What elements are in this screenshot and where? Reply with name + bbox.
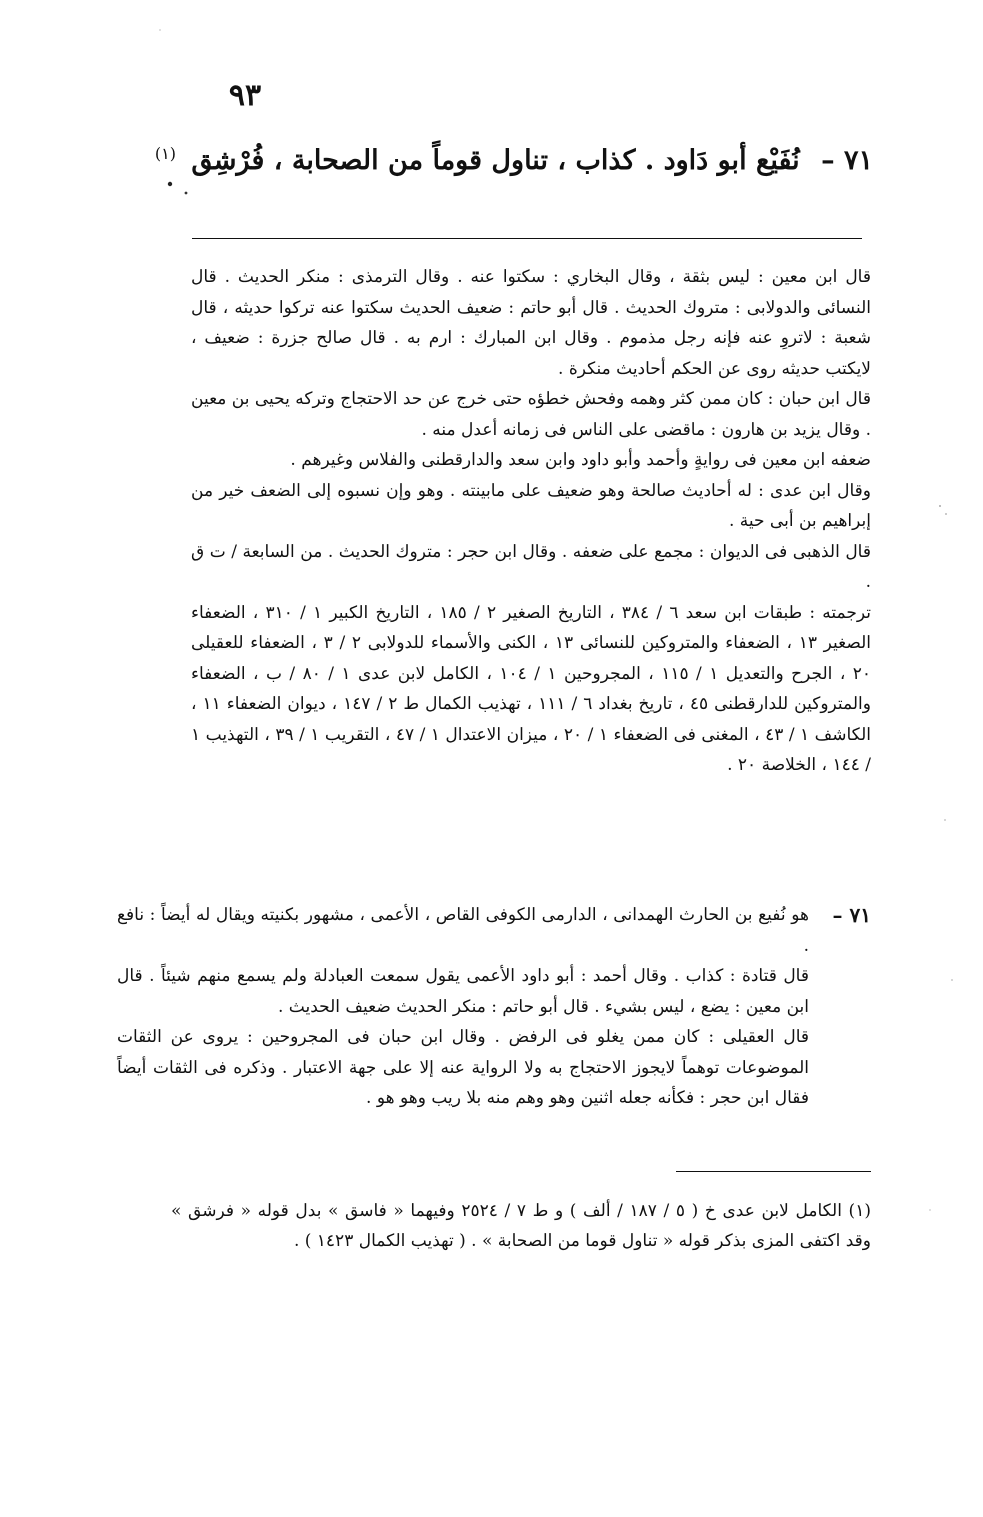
heading-footnote-marker: (١) [154, 144, 176, 163]
heading-entry-number: ٧١ – [821, 145, 873, 176]
commentary-paragraph: وقال ابن عدى : له أحاديث صالحة وهو ضعيف على مابينته . وهو وإن نسبوه إلى الضعف خير من إبراهيم بن أبى حية . [191, 480, 871, 531]
entry-paragraph: هو نُفيع بن الحارث الهمدانى ، الدارمى الكوفى القاص ، الأعمى ، مشهور بكنيته ويقال له أيضاً : نافع . [117, 905, 809, 956]
entry-heading [154, 134, 873, 181]
heading-text: نُفَيْع أبو دَاود . كذاب ، تناول قوماً من الصحابة ، فُرْشِق [191, 145, 800, 176]
entry-number: ٧١ – [832, 903, 871, 927]
commentary-paragraph: قال ابن حبان : كان ممن كثر وهمه وفحش خطؤه حتى خرج عن حد الاحتجاج وتركه يحيى بن معين . وقال يزيد بن هارون : ماقضى على الناس فى زمانه أعدل منه . [191, 389, 871, 440]
commentary-paragraph: قال الذهبى فى الديوان : مجمع على ضعفه . وقال ابن حجر : متروك الحديث . من السابعة / ت ق . [191, 541, 871, 592]
header-divider [192, 238, 862, 239]
commentary-block [191, 262, 871, 781]
footnote-divider [676, 1171, 871, 1172]
commentary-paragraph: قال ابن معين : ليس بثقة ، وقال البخاري : سكتوا عنه . وقال الترمذى : منكر الحديث . قال النسائى والدولابى : متروك الحديث . قال أبو حاتم : ضعيف الحديث سكتوا عنه تركوا حديثه ، قال شعبة : لاتروِ عنه فإنه رجل مذموم . وقال ابن المبارك : ارم به . قال صالح جزرة : ضعيف ، لايكتب حديثه روى عن الحكم أحاديث منكرة . [191, 267, 871, 379]
commentary-paragraph: ضعفه ابن معين فى روايةٍ وأحمد وأبو داود وابن سعد والدارقطنى والفلاس وغيرهم . [290, 450, 871, 470]
footnote: (١) الكامل لابن عدى خ ( ٥ / ١٨٧ / ألف ) و ط ٧ / ٢٥٢٤ وفيهما « فاسق » بدل قوله « فرشق » وقد اكتفى المزى بذكر قوله « تناول قوما من الصحابة » . ( تهذيب الكمال ١٤٢٣ ) . [171, 1201, 871, 1251]
narrator-entry [111, 900, 871, 1114]
biography-sources-paragraph: ترجمته : طبقات ابن سعد ٦ / ٣٨٤ ، التاريخ الصغير ٢ / ١٨٥ ، التاريخ الكبير ١ / ٣١٠ ، الضعفاء الصغير ١٣ ، الضعفاء والمتروكين للنسائى ١٣ ، الكنى والأسماء للدولابى ٢ / ٣ ، الضعفاء للعقيلى ٢٠ ، الجرح والتعديل ١ / ١١٥ ، المجروحين ١ / ١٠٤ ، الكامل لابن عدى ١ / ٨٠ / ب ، الضعفاء والمتروكين للدارقطنى ٤٥ ، تاريخ بغداد ٦ / ١١١ ، تهذيب الكمال ط ٢ / ١٤٧ ، ديوان الضعفاء ١١ ، الكاشف ١ / ٤٣ ، المغنى فى الضعفاء ١ / ٢٠ ، ميزان الاعتدال ١ / ٤٧ ، التقريب ١ / ٣٩ ، التهذيب ١ / ١٤٤ ، الخلاصة ٢٠ . [191, 602, 871, 775]
entry-body [117, 900, 809, 1114]
entry-paragraph: قال قتادة : كذاب . وقال أحمد : أبو داود الأعمى يقول سمعت العبادلة ولم يسمع منهم شيئاً . قال ابن معين : يضع ، ليس بشيء . قال أبو حاتم : منكر الحديث ضعيف الحديث . [117, 966, 809, 1017]
page-number: ٩٣ [228, 78, 262, 113]
entry-paragraph: قال العقيلى : كان ممن يغلو فى الرفض . وقال ابن حبان فى المجروحين : يروى عن الثقات الموضوعات توهماً لايجوز الاحتجاج به ولا الرواية عنه إلا على جهة الاعتبار . وذكره فى الثقات أيضاً فقال ابن حجر : فكأنه جعله اثنين وهو وهم منه بلا ريب وهو هو . [117, 1027, 809, 1108]
